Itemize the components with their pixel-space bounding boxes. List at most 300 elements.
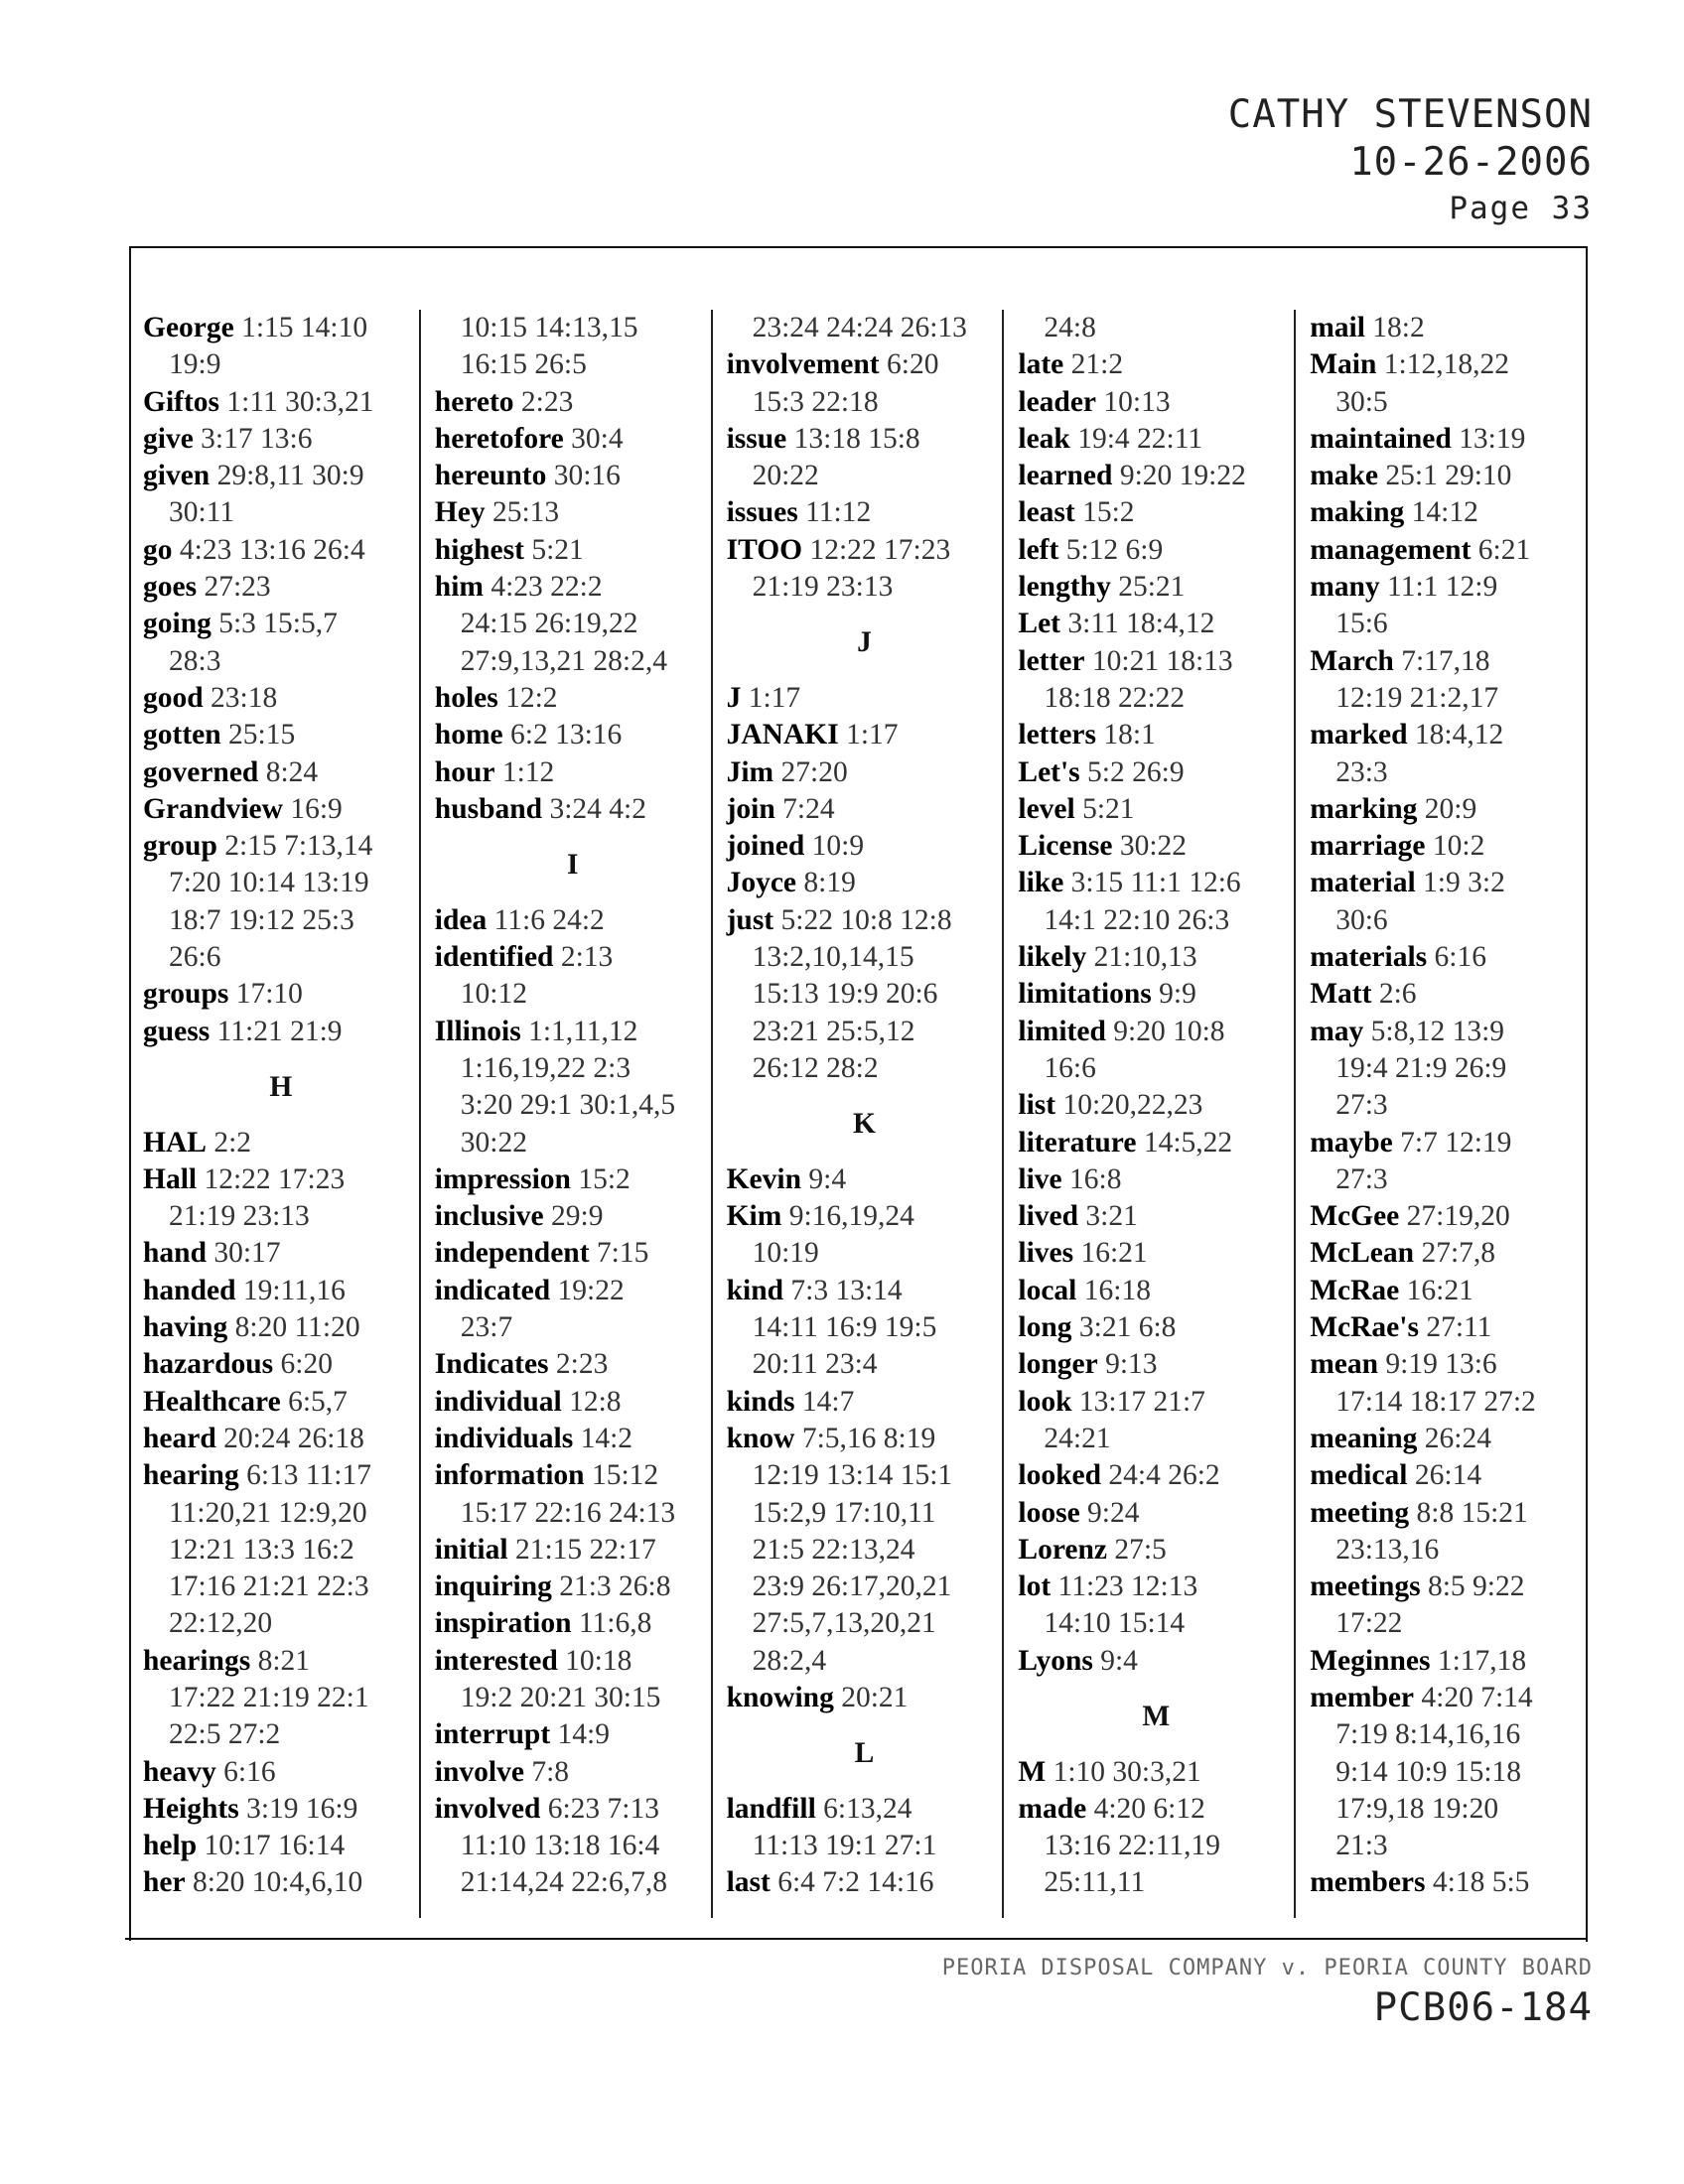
page-line-refs: 9:9 <box>1159 978 1196 1011</box>
page-line-refs: 3:19 16:9 <box>246 1792 358 1825</box>
index-entry <box>727 532 1003 569</box>
refs-continuation: 24:15 26:19,22 <box>460 608 638 640</box>
refs-continuation: 17:16 21:21 22:3 <box>169 1570 369 1603</box>
refs-continuation: 15:6 <box>1335 608 1388 640</box>
index-entry <box>1018 1087 1294 1124</box>
index-entry <box>435 1161 711 1198</box>
index-term: hearings <box>143 1644 251 1677</box>
index-term: information <box>434 1459 585 1492</box>
index-term: good <box>143 681 204 714</box>
index-entry <box>1018 939 1294 976</box>
section-letter: I <box>566 849 579 882</box>
index-term: kinds <box>726 1385 795 1418</box>
index-term: highest <box>434 533 524 566</box>
index-entry <box>1018 1309 1294 1346</box>
page-line-refs: 7:7 12:19 <box>1400 1126 1512 1159</box>
refs-continuation: 24:8 <box>1044 312 1096 343</box>
page-line-refs: 1:12,18,22 <box>1383 348 1509 381</box>
index-entry <box>727 754 1003 791</box>
index-entry <box>1310 569 1586 606</box>
index-entry <box>1018 717 1294 753</box>
index-term: longer <box>1018 1348 1098 1381</box>
page-line-refs: 10:13 <box>1103 385 1171 418</box>
index-term: her <box>143 1866 186 1899</box>
index-term: issues <box>726 496 798 529</box>
witness-name: CATHY STEVENSON <box>1227 92 1593 137</box>
index-term: marked <box>1310 719 1408 751</box>
index-term: limited <box>1018 1015 1106 1047</box>
index-entry <box>1310 1014 1586 1050</box>
index-entry <box>143 791 419 828</box>
refs-continuation: 16:15 26:5 <box>460 348 587 381</box>
index-term: letters <box>1018 719 1096 751</box>
index-entry <box>435 680 711 717</box>
index-term: go <box>143 533 173 566</box>
page-line-refs: 19:22 <box>557 1274 625 1306</box>
page-line-refs: 12:2 <box>505 681 558 714</box>
page-line-refs: 9:13 <box>1105 1348 1158 1381</box>
index-entry <box>143 1235 419 1272</box>
refs-continuation: 27:5,7,13,20,21 <box>752 1607 936 1640</box>
index-term: husband <box>434 792 543 825</box>
index-entry <box>143 1643 419 1680</box>
index-entry <box>1018 1532 1294 1569</box>
index-entry <box>143 1457 419 1494</box>
index-entry <box>1310 717 1586 753</box>
index-term: McLean <box>1310 1237 1415 1270</box>
index-term: Healthcare <box>143 1385 281 1418</box>
index-entry <box>1310 643 1586 680</box>
page-line-refs: 3:11 18:4,12 <box>1067 608 1215 640</box>
index-term: guess <box>143 1015 210 1047</box>
section-letter: K <box>853 1108 876 1141</box>
index-entry <box>143 754 419 791</box>
index-term: having <box>143 1311 228 1344</box>
index-term: likely <box>1018 941 1087 974</box>
page-line-refs: 14:5,22 <box>1143 1126 1233 1159</box>
page-line-refs: 24:4 26:2 <box>1108 1459 1220 1492</box>
page-line-refs: 30:22 <box>1119 830 1188 863</box>
refs-continuation: 24:21 <box>1044 1422 1111 1454</box>
page-line-refs: 10:20,22,23 <box>1062 1089 1203 1122</box>
page-line-refs: 30:17 <box>213 1237 281 1270</box>
deposition-date: 10-26-2006 <box>1349 140 1593 185</box>
index-entry <box>1310 865 1586 901</box>
page-line-refs: 5:8,12 13:9 <box>1370 1015 1505 1047</box>
index-term: interrupt <box>434 1718 551 1751</box>
index-entry <box>1018 1754 1294 1791</box>
index-term: leak <box>1018 422 1070 455</box>
index-column <box>711 310 1003 1918</box>
page-line-refs: 9:24 <box>1087 1496 1140 1529</box>
page-line-refs: 8:24 <box>265 755 319 788</box>
page-line-refs: 21:10,13 <box>1093 941 1197 974</box>
page-line-refs: 3:24 4:2 <box>549 792 646 825</box>
refs-continuation: 16:6 <box>1044 1051 1096 1084</box>
index-entry <box>727 902 1003 939</box>
index-term: lives <box>1018 1237 1074 1270</box>
refs-continuation: 19:4 21:9 26:9 <box>1335 1051 1507 1084</box>
word-index <box>129 310 1586 1918</box>
page-line-refs: 6:23 7:13 <box>547 1792 660 1825</box>
index-term: involved <box>434 1792 541 1825</box>
page-line-refs: 2:23 <box>555 1348 609 1381</box>
refs-continuation: 13:16 22:11,19 <box>1044 1830 1220 1862</box>
index-term: Grandview <box>143 792 283 825</box>
index-entry <box>435 1346 711 1383</box>
page-line-refs: 10:17 16:14 <box>204 1830 346 1862</box>
page-line-refs: 1:9 3:2 <box>1423 867 1505 899</box>
index-entry <box>1018 1235 1294 1272</box>
index-term: Kevin <box>726 1162 801 1195</box>
index-entry <box>1310 1125 1586 1161</box>
index-entry <box>435 421 711 458</box>
index-entry <box>1018 754 1294 791</box>
index-entry <box>727 1161 1003 1198</box>
page-line-refs: 11:21 21:9 <box>216 1015 343 1047</box>
index-term: left <box>1018 533 1059 566</box>
page-line-refs: 4:18 5:5 <box>1432 1866 1530 1899</box>
page-line-refs: 9:16,19,24 <box>788 1200 914 1233</box>
page-line-refs: 26:24 <box>1424 1422 1491 1454</box>
index-term: gotten <box>143 719 221 751</box>
page-line-refs: 10:21 18:13 <box>1091 644 1233 677</box>
refs-continuation: 27:9,13,21 28:2,4 <box>460 644 667 677</box>
index-term: heavy <box>143 1755 216 1788</box>
page-line-refs: 8:8 15:21 <box>1416 1496 1528 1529</box>
page-line-refs: 21:2 <box>1070 348 1124 381</box>
page-line-refs: 6:16 <box>1434 941 1486 974</box>
page-line-refs: 3:17 13:6 <box>201 422 313 455</box>
page-line-refs: 7:8 <box>531 1755 570 1788</box>
page-line-refs: 18:4,12 <box>1414 719 1504 751</box>
index-term: join <box>726 792 775 825</box>
index-entry <box>143 1828 419 1864</box>
index-term: hereto <box>434 385 514 418</box>
index-term: made <box>1018 1792 1087 1825</box>
index-entry <box>435 1569 711 1605</box>
index-entry <box>435 384 711 421</box>
page-line-refs: 27:5 <box>1114 1533 1167 1566</box>
index-term: involvement <box>726 348 880 381</box>
index-term: indicated <box>434 1274 551 1306</box>
index-entry <box>143 828 419 865</box>
page-line-refs: 8:20 10:4,6,10 <box>192 1866 363 1899</box>
refs-continuation: 23:13,16 <box>1335 1533 1440 1566</box>
index-term: home <box>434 719 503 751</box>
index-entry <box>143 1273 419 1309</box>
page-line-refs: 3:21 <box>1085 1200 1138 1233</box>
page-line-refs: 4:20 6:12 <box>1093 1792 1205 1825</box>
index-entry <box>143 1346 419 1383</box>
page-line-refs: 6:5,7 <box>288 1385 348 1418</box>
index-term: McRae's <box>1310 1311 1419 1344</box>
index-entry <box>143 1421 419 1457</box>
index-entry <box>1310 1569 1586 1605</box>
page-line-refs: 21:15 22:17 <box>514 1533 656 1566</box>
index-entry <box>727 1273 1003 1309</box>
refs-continuation: 30:22 <box>460 1126 527 1159</box>
page-line-refs: 11:6 24:2 <box>493 903 605 936</box>
index-entry <box>1018 1346 1294 1383</box>
case-caption: PEORIA DISPOSAL COMPANY v. PEORIA COUNTY BOARD <box>941 1956 1593 1980</box>
refs-continuation: 27:3 <box>1335 1162 1388 1195</box>
index-entry <box>1018 532 1294 569</box>
index-column <box>419 310 711 1918</box>
index-entry <box>727 680 1003 717</box>
index-term: interested <box>434 1644 558 1677</box>
index-term: individual <box>434 1385 562 1418</box>
index-entry <box>1018 976 1294 1013</box>
index-entry <box>727 791 1003 828</box>
index-entry <box>1310 1643 1586 1680</box>
index-term: limitations <box>1018 978 1152 1011</box>
index-term: Let's <box>1018 755 1080 788</box>
page-line-refs: 25:15 <box>228 719 296 751</box>
page-line-refs: 6:13,24 <box>823 1792 912 1825</box>
index-entry <box>1310 1273 1586 1309</box>
page-line-refs: 25:1 29:10 <box>1385 460 1512 492</box>
page-line-refs: 6:4 7:2 14:16 <box>777 1866 934 1899</box>
index-entry <box>143 1125 419 1161</box>
page-line-refs: 6:20 <box>280 1348 333 1381</box>
index-term: goes <box>143 571 198 604</box>
index-term: management <box>1310 533 1472 566</box>
index-entry <box>435 1605 711 1642</box>
refs-continuation: 12:19 21:2,17 <box>1335 681 1499 714</box>
page-line-refs: 11:23 12:13 <box>1057 1570 1198 1603</box>
index-entry <box>1018 1384 1294 1421</box>
index-entry <box>1310 421 1586 458</box>
refs-continuation: 30:11 <box>169 496 235 529</box>
index-entry <box>143 1161 419 1198</box>
refs-continuation: 20:11 23:4 <box>752 1348 878 1381</box>
index-entry <box>1018 1273 1294 1309</box>
index-entry <box>435 1457 711 1494</box>
index-term: kind <box>726 1274 784 1306</box>
index-entry <box>1310 1495 1586 1532</box>
index-entry <box>435 791 711 828</box>
page-line-refs: 20:21 <box>841 1681 909 1713</box>
index-entry <box>1310 1235 1586 1272</box>
page-line-refs: 9:4 <box>808 1162 847 1195</box>
refs-continuation: 7:19 8:14,16,16 <box>1335 1718 1521 1751</box>
index-entry <box>143 1309 419 1346</box>
page-number: Page 33 <box>1449 191 1593 226</box>
refs-continuation: 21:19 23:13 <box>169 1200 310 1233</box>
index-term: him <box>434 571 484 604</box>
page-line-refs: 15:12 <box>591 1459 659 1492</box>
refs-continuation: 15:2,9 17:10,11 <box>752 1496 936 1529</box>
page-line-refs: 23:18 <box>210 681 278 714</box>
index-entry <box>1310 939 1586 976</box>
page-line-refs: 14:2 <box>580 1422 633 1454</box>
page-line-refs: 7:24 <box>782 792 835 825</box>
page-line-refs: 25:21 <box>1118 571 1186 604</box>
refs-continuation: 1:16,19,22 2:3 <box>460 1051 632 1084</box>
page-line-refs: 1:10 30:3,21 <box>1052 1755 1201 1788</box>
index-term: literature <box>1018 1126 1137 1159</box>
refs-continuation: 9:14 10:9 15:18 <box>1335 1755 1522 1788</box>
index-term: group <box>143 830 217 863</box>
index-entry <box>435 1754 711 1791</box>
index-term: impression <box>434 1162 571 1195</box>
page-line-refs: 9:20 19:22 <box>1119 460 1246 492</box>
page-line-refs: 7:3 13:14 <box>790 1274 903 1306</box>
index-entry <box>1310 828 1586 865</box>
index-term: Hall <box>143 1162 198 1195</box>
index-entry <box>435 1421 711 1457</box>
refs-continuation: 14:1 22:10 26:3 <box>1044 903 1230 936</box>
page-line-refs: 9:20 10:8 <box>1113 1015 1225 1047</box>
index-term: McGee <box>1310 1200 1400 1233</box>
index-term: leader <box>1018 385 1097 418</box>
index-entry <box>1018 458 1294 494</box>
index-term: Hey <box>434 496 486 529</box>
index-term: March <box>1310 644 1394 677</box>
index-term: governed <box>143 755 259 788</box>
index-term: M <box>1018 1755 1047 1788</box>
index-entry <box>1310 1309 1586 1346</box>
index-entry <box>727 1384 1003 1421</box>
refs-continuation: 15:13 19:9 20:6 <box>752 978 938 1011</box>
page-line-refs: 6:13 11:17 <box>246 1459 372 1492</box>
page-line-refs: 5:22 10:8 12:8 <box>780 903 952 936</box>
refs-continuation: 13:2,10,14,15 <box>752 941 914 974</box>
refs-continuation: 7:20 10:14 13:19 <box>169 867 369 899</box>
index-entry <box>1018 1791 1294 1828</box>
index-term: ITOO <box>726 533 803 566</box>
refs-continuation: 26:12 28:2 <box>752 1051 879 1084</box>
page-line-refs: 4:23 22:2 <box>491 571 603 604</box>
index-term: McRae <box>1310 1274 1400 1306</box>
index-term: just <box>726 903 774 936</box>
index-entry <box>1018 1643 1294 1680</box>
page-line-refs: 10:18 <box>565 1644 632 1677</box>
page-line-refs: 3:21 6:8 <box>1078 1311 1177 1344</box>
page-line-refs: 15:2 <box>578 1162 631 1195</box>
page-line-refs: 7:5,16 8:19 <box>801 1422 936 1454</box>
index-term: hand <box>143 1237 207 1270</box>
index-term: J <box>726 681 742 714</box>
index-term: Meginnes <box>1310 1644 1431 1677</box>
index-column <box>1002 310 1294 1918</box>
index-entry <box>435 1384 711 1421</box>
index-term: make <box>1310 460 1379 492</box>
page-line-refs: 27:23 <box>204 571 271 604</box>
index-term: Main <box>1310 348 1377 381</box>
index-entry <box>143 680 419 717</box>
refs-continuation: 23:9 26:17,20,21 <box>752 1570 952 1603</box>
page-line-refs: 2:2 <box>213 1126 252 1159</box>
index-term: groups <box>143 978 229 1011</box>
refs-continuation: 10:19 <box>752 1237 819 1270</box>
refs-continuation: 21:19 23:13 <box>752 571 894 604</box>
page-line-refs: 8:20 11:20 <box>234 1311 360 1344</box>
index-entry <box>1018 1569 1294 1605</box>
page-line-refs: 12:22 17:23 <box>809 533 951 566</box>
index-term: HAL <box>143 1126 207 1159</box>
index-entry <box>727 1421 1003 1457</box>
index-column <box>1294 310 1586 1918</box>
index-term: Joyce <box>726 867 797 899</box>
refs-continuation: 28:3 <box>169 644 221 677</box>
page-footer <box>942 1952 1593 2031</box>
page-line-refs: 6:21 <box>1477 533 1531 566</box>
index-entry <box>727 828 1003 865</box>
index-entry <box>1018 606 1294 642</box>
page-line-refs: 27:7,8 <box>1421 1237 1496 1270</box>
page-line-refs: 4:23 13:16 26:4 <box>179 533 365 566</box>
index-term: knowing <box>726 1681 834 1713</box>
page-line-refs: 21:3 26:8 <box>559 1570 671 1603</box>
index-entry <box>727 421 1003 458</box>
index-entry <box>143 458 419 494</box>
index-term: material <box>1310 867 1416 899</box>
section-letter: H <box>269 1070 293 1103</box>
page-line-refs: 11:12 <box>805 496 872 529</box>
index-term: Let <box>1018 608 1060 640</box>
refs-continuation: 23:21 25:5,12 <box>752 1015 915 1047</box>
page-line-refs: 16:18 <box>1083 1274 1151 1306</box>
index-entry <box>1310 1421 1586 1457</box>
index-term: lot <box>1018 1570 1052 1603</box>
page-line-refs: 1:17 <box>748 681 801 714</box>
index-term: many <box>1310 571 1380 604</box>
index-term: Giftos <box>143 385 220 418</box>
index-entry <box>1018 384 1294 421</box>
refs-continuation: 18:7 19:12 25:3 <box>169 903 354 936</box>
index-entry <box>1310 1198 1586 1235</box>
page-line-refs: 9:19 13:6 <box>1385 1348 1497 1381</box>
index-entry <box>1310 1457 1586 1494</box>
index-term: hazardous <box>143 1348 274 1381</box>
page-line-refs: 1:15 14:10 <box>241 312 368 343</box>
index-entry <box>435 494 711 531</box>
section-letter: M <box>1142 1700 1171 1732</box>
refs-continuation: 17:14 18:17 27:2 <box>1335 1385 1536 1418</box>
index-term: local <box>1018 1274 1077 1306</box>
index-entry <box>143 384 419 421</box>
index-term: Kim <box>726 1200 782 1233</box>
index-entry <box>1018 1495 1294 1532</box>
page-line-refs: 18:1 <box>1103 719 1156 751</box>
index-term: hearing <box>143 1459 239 1492</box>
refs-continuation: 28:2,4 <box>752 1644 827 1677</box>
refs-continuation: 23:24 24:24 26:13 <box>752 312 967 343</box>
refs-continuation: 30:6 <box>1335 903 1388 936</box>
page-line-refs: 15:2 <box>1082 496 1135 529</box>
index-entry <box>143 976 419 1013</box>
index-entry <box>435 1791 711 1828</box>
page-line-refs: 1:1,11,12 <box>528 1015 638 1047</box>
index-term: may <box>1310 1015 1364 1047</box>
page-line-refs: 19:11,16 <box>242 1274 346 1306</box>
index-entry <box>1018 1125 1294 1161</box>
page-line-refs: 14:9 <box>557 1718 610 1751</box>
index-term: heretofore <box>434 422 564 455</box>
index-entry <box>435 939 711 976</box>
index-term: involve <box>434 1755 524 1788</box>
refs-continuation: 11:20,21 12:9,20 <box>169 1496 367 1529</box>
section-letter: L <box>854 1737 875 1770</box>
index-term: level <box>1018 792 1075 825</box>
case-number: PCB06-184 <box>1373 1985 1593 2030</box>
index-term: like <box>1018 867 1064 899</box>
page-line-refs: 20:24 26:18 <box>223 1422 364 1454</box>
index-entry <box>435 717 711 753</box>
index-term: meaning <box>1310 1422 1418 1454</box>
